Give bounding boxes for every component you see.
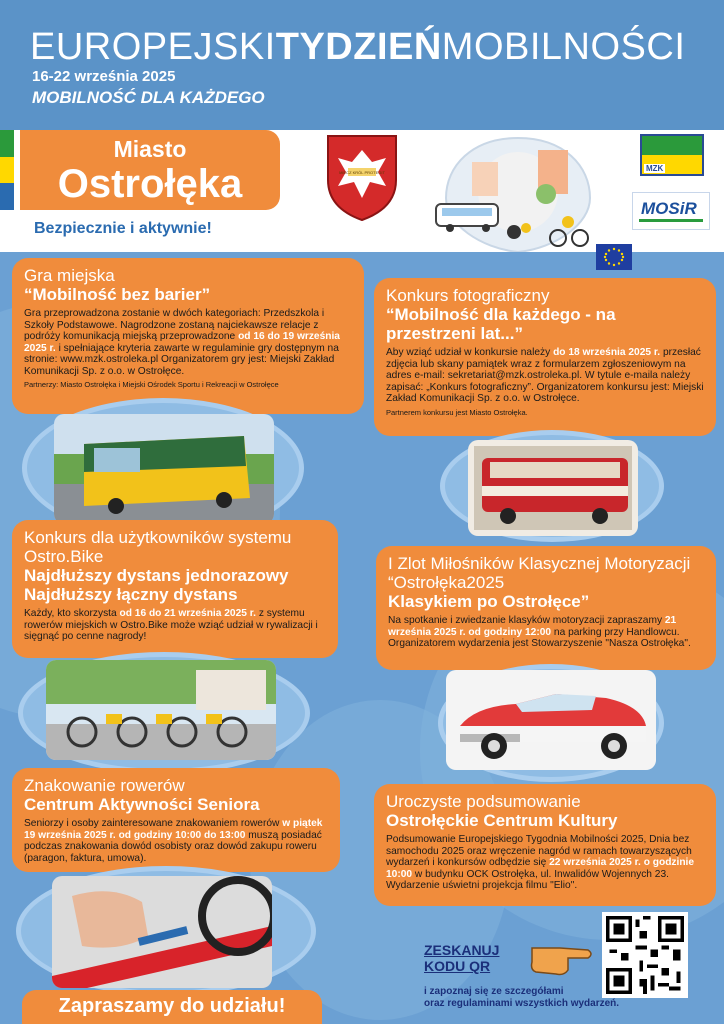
event-partners-note: Partnerzy: Miasto Ostrołęka i Miejski Ośrodek Sportu i Rekreacji w Ostrołęce — [24, 380, 279, 389]
mzk-logo-text: MZK — [646, 164, 664, 173]
eu-flag-icon — [596, 244, 632, 270]
scan-info-line-2: oraz regulaminami wszystkich wydarzeń. — [424, 998, 620, 1009]
event-body: Gra przeprowadzona zostanie w dwóch kategoriach: Przedszkola i Szkoły Podstawowe. Nagrodzone zostaną najciekawsze relacje z podróży komunikacją miejską przeprowadzone od 16 do 19 września 2025 r. i spełniające kryteria zawarte w regulaminie gry dostępnym na stronie: www.mzk.ostroleka.pl Organizatorem gry jest: Miejski Zakład Komunikacji Sp. z o.o. w Ostrołęce. — [24, 308, 340, 377]
qr-code-icon — [606, 916, 684, 994]
scan-line-2: KODU QR — [424, 958, 491, 974]
event-heading: Konkurs fotograficzny — [386, 286, 550, 305]
mobility-illustration — [418, 132, 618, 252]
event-title: “Mobilność dla każdego - na przestrzeni lat...” — [386, 305, 616, 343]
scan-info-line-1: i zapoznaj się ze szczegółami — [424, 986, 564, 997]
city-tagline: Bezpiecznie i aktywnie! — [34, 220, 212, 237]
event-partners-note: Partnerem konkursu jest Miasto Ostrołęka. — [386, 407, 528, 417]
scan-qr-label — [424, 942, 499, 974]
event-body: Na spotkanie i zwiedzanie klasyków motoryzacji zapraszamy 21 września 2025 r. od godziny 12:00 na parking przy Handlowcu. Organizatorem wydarzenia jest Stowarzyszenie "Nasza Ostrołęka". — [388, 615, 691, 649]
event-title: Najdłuższy dystans jednorazowy Najdłuższy łączny dystans — [24, 566, 289, 604]
vintage-bus-photo — [468, 440, 638, 536]
event-heading: Znakowanie rowerów — [24, 776, 185, 795]
city-name: Ostrołęka — [57, 162, 243, 206]
event-heading: Gra miejska — [24, 266, 115, 285]
event-card-photo-contest — [374, 278, 716, 436]
event-heading: Uroczyste podsumowanie — [386, 792, 581, 811]
city-bikes-photo — [46, 660, 276, 760]
poster-title — [30, 26, 685, 69]
event-title: Klasykiem po Ostrołęce” — [388, 592, 590, 611]
mosir-logo-text: MOSiR — [641, 199, 697, 218]
city-box — [20, 130, 280, 210]
coat-motto: MIECZ KRÓL PROTEGIT — [339, 170, 385, 175]
qr-code[interactable] — [602, 912, 688, 998]
event-dates: 16-22 września 2025 — [32, 68, 176, 85]
event-card-summary — [374, 784, 716, 906]
classic-car-photo — [446, 670, 656, 770]
title-part-2: TYDZIEŃ — [275, 26, 442, 68]
event-card-classic-cars — [376, 546, 716, 670]
mosir-logo — [632, 192, 710, 230]
title-part-3: MOBILNOŚCI — [441, 26, 686, 68]
bike-marking-photo — [52, 876, 272, 988]
title-part-1: EUROPEJSKI — [30, 26, 276, 68]
event-card-bike-marking — [12, 768, 340, 872]
event-body: Każdy, kto skorzysta od 16 do 21 września 2025 r. z systemu rowerów miejskich w Ostro.Bike może wziąć udział w rywalizacji i sięgnąć po cenne nagrody! — [24, 608, 318, 642]
pointing-hand-icon — [528, 936, 594, 976]
mzk-logo — [640, 134, 704, 176]
scan-line-1: ZESKANUJ — [424, 942, 500, 958]
event-card-ostrobike — [12, 520, 338, 658]
event-heading: I Zlot Miłośników Klasycznej Motoryzacji “Ostrołęka2025 — [388, 554, 691, 592]
event-body: Podsumowanie Europejskiego Tygodnia Mobilności 2025, Dnia bez samochodu 2025 oraz wręczenie nagród w ramach towarzyszących wydarzeń i konkursów odbędzie się 22 września 2025 r. o godzinie 10:00 w budynku OCK Ostrołęka, ul. Inwalidów Wojennych 23. Wydarzenie uświetni projekcja filmu "Elio". — [386, 834, 695, 891]
event-title: Ostrołęckie Centrum Kultury — [386, 811, 618, 830]
event-title: “Mobilność bez barier” — [24, 285, 211, 304]
coat-of-arms-icon — [322, 132, 402, 222]
event-title: Centrum Aktywności Seniora — [24, 795, 260, 814]
event-body: Aby wziąć udział w konkursie należy do 18 września 2025 r. przesłać zdjęcia lub skany pamiątek wraz z formularzem zgłoszeniowym na adres e-mail: sekretariat@mzk.ostroleka.pl. W tytule e-maila należy zapisać: „Konkurs fotograficzny”. Organizatorem konkursu jest: Miejski Zakład Komunikacji Sp. z o.o. w Ostrołęce. — [386, 347, 704, 404]
event-body: Seniorzy i osoby zainteresowane znakowaniem rowerów w piątek 19 września 2025 r. od godziny 10:00 do 13:00 muszą posiadać podczas znakowania dowód osobisty oraz dowód zakupu roweru (paragon, faktura, umowa). — [24, 818, 323, 864]
scan-qr-info — [424, 986, 619, 1010]
bus-photo — [54, 414, 274, 524]
color-stripes — [0, 130, 14, 210]
poster-subtitle: MOBILNOŚĆ DLA KAŻDEGO — [32, 88, 265, 107]
event-heading: Konkurs dla użytkowników systemu Ostro.Bike — [24, 528, 292, 566]
invitation-banner: Zapraszamy do udziału! — [22, 990, 322, 1024]
city-label: Miasto — [113, 136, 187, 162]
event-card-city-game — [12, 258, 364, 414]
